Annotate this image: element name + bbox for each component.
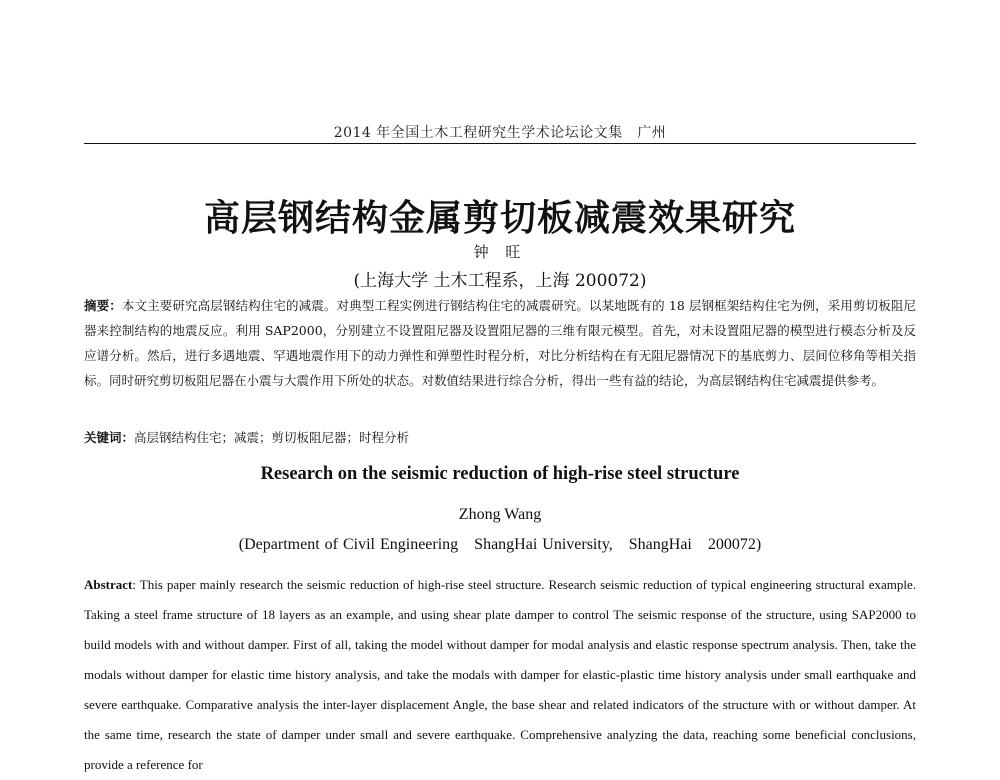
paper-title-en: Research on the seismic reduction of high-rise steel structure bbox=[260, 464, 740, 484]
abstract-en bbox=[84, 570, 916, 780]
abstract-cn bbox=[84, 293, 916, 393]
affiliation-en: (Department of Civil Engineering ShangHai University, ShangHai 200072) bbox=[238, 536, 762, 553]
abstract-cn-text: 本文主要研究高层钢结构住宅的减震。对典型工程实例进行钢结构住宅的减震研究。以某地既有的 18 层钢框架结构住宅为例，采用剪切板阻尼器来控制结构的地震反应。利用 SAP2000，分别建立不设置阻尼器及设置阻尼器的三维有限元模型。首先，对未设置阻尼器的模型进行模态分析及反应谱分析。然后，进行多遇地震、罕遇地震作用下的动力弹性和弹塑性时程分析，对比分析结构在有无阻尼器情况下的基底剪力、层间位移角等相关指标。同时研究剪切板阻尼器在小震与大震作用下所处的状态。对数值结果进行综合分析，得出一些有益的结论，为高层钢结构住宅减震提供参考。 bbox=[84, 298, 916, 388]
paper-title-cn: 高层钢结构金属剪切板减震效果研究 bbox=[203, 198, 796, 239]
header-rule bbox=[84, 143, 916, 144]
author-en: Zhong Wang bbox=[458, 506, 542, 523]
affiliation-cn: (上海大学 土木工程系，上海 200072) bbox=[353, 271, 647, 291]
abstract-cn-label: 摘要： bbox=[84, 298, 122, 313]
keywords-cn-text: 高层钢结构住宅；减震；剪切板阻尼器；时程分析 bbox=[134, 430, 410, 445]
keywords-cn-label: 关键词： bbox=[84, 430, 135, 445]
keywords-cn bbox=[84, 428, 916, 448]
abstract-en-text: : This paper mainly research the seismic reduction of high-rise steel structure. Research seismic reduction of typical engineering structural example. Taking a steel frame structure of 18 layers as an example, and using shear plate damper to control The seismic response of the structure, using SAP2000 to build models with and without damper. First of all, taking the model without damper for modal analysis and elastic response spectrum analysis. Then, take the modals without damper for elastic time history analysis, and take the modals with damper for elastic-plastic time history analysis under small earthquake and severe earthquake. Comparative analysis the inter-layer displacement Angle, the base shear and related indicators of the structure with or without damper. At the same time, research the state of damper under small and severe earthquake. Comprehensive analyzing the data, reaching some beneficial conclusions, provide a reference for bbox=[84, 577, 916, 772]
abstract-en-label: Abstract bbox=[84, 577, 133, 592]
author-cn: 钟 旺 bbox=[473, 243, 527, 261]
running-header: 2014 年全国土木工程研究生学术论坛论文集 广州 bbox=[333, 125, 667, 141]
